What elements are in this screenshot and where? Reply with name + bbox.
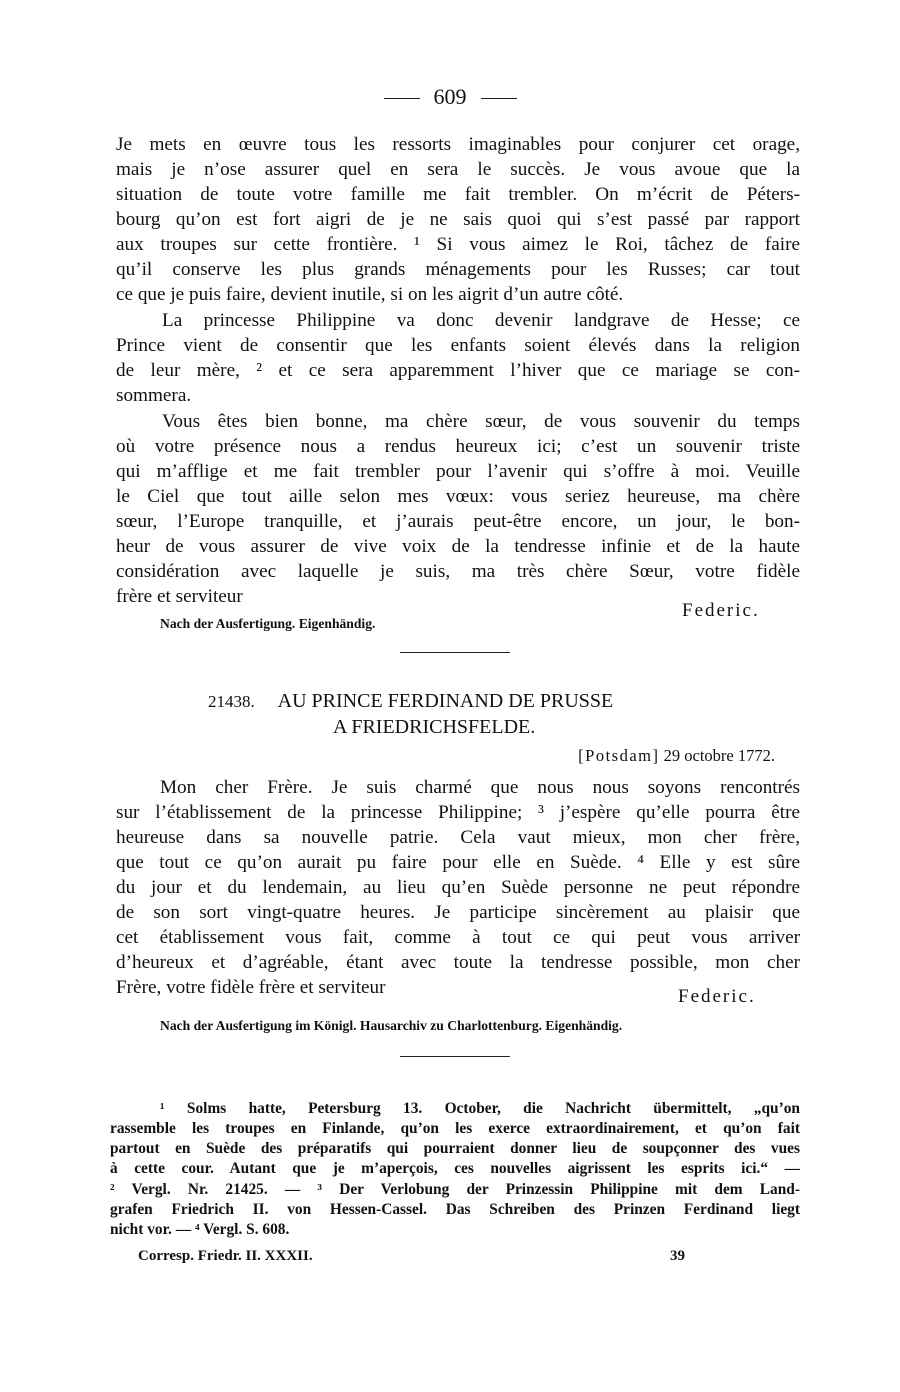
- letter2-line: cet établissement vous fait, comme à tout ce qui peut vous arriver: [116, 927, 800, 948]
- letter1-line: aux troupes sur cette frontière. ¹ Si vous aimez le Roi, tâchez de faire: [116, 234, 800, 255]
- letter1-line: qui m’afflige et me fait trembler pour l’avenir qui s’offre à moi. Veuille: [116, 461, 800, 482]
- letter2-signature: Federic.: [678, 986, 756, 1007]
- footnote-line: grafen Friedrich II. von Hessen-Cassel. Das Schreiben des Prinzen Ferdinand liegt: [110, 1201, 800, 1218]
- letter2-line: Mon cher Frère. Je suis charmé que nous nous soyons rencontrés: [160, 777, 800, 798]
- letter2-number: 21438.: [208, 692, 255, 711]
- letter2-date: 29 octobre 1772.: [663, 746, 775, 765]
- letter1-line: situation de toute votre famille me fait trembler. On m’écrit de Péters-: [116, 184, 800, 205]
- letter1-line: de leur mère, ² et ce sera apparemment l’hiver que ce mariage se con-: [116, 360, 800, 381]
- letter1-line: sœur, l’Europe tranquille, et j’aurais peut-être encore, un jour, le bon-: [116, 511, 800, 532]
- letter2-line: Frère, votre fidèle frère et serviteur: [116, 977, 386, 998]
- letter1-line: sommera.: [116, 385, 192, 406]
- letter2-place: [Potsdam]: [578, 746, 660, 765]
- letter1-line: ce que je puis faire, devient inutile, si on les aigrit d’un autre côté.: [116, 284, 624, 305]
- letter1-line: le Ciel que tout aille selon mes vœux: vous seriez heureuse, ma chère: [116, 486, 800, 507]
- letter1-line: où votre présence nous a rendus heureux ici; c’est un souvenir triste: [116, 436, 800, 457]
- letter2-source-note: Nach der Ausfertigung im Königl. Hausarchiv zu Charlottenburg. Eigenhändig.: [160, 1018, 623, 1033]
- section-divider: [400, 652, 510, 653]
- letter2-heading-line2: A FRIEDRICHSFELDE.: [333, 716, 536, 738]
- letter1-line: bourg qu’on est fort aigri de je ne sais quoi qui s’est passé par rapport: [116, 209, 800, 230]
- letter1-source-note: Nach der Ausfertigung. Eigenhändig.: [160, 616, 376, 631]
- footer-sheet-number: 39: [670, 1248, 685, 1264]
- footnote-line: ¹ Solms hatte, Petersburg 13. October, die Nachricht übermittelt, „qu’on: [160, 1100, 800, 1117]
- footer-signature-mark: Corresp. Friedr. II. XXXII.: [138, 1248, 313, 1264]
- footnote-line: ² Vergl. Nr. 21425. — ³ Der Verlobung der Prinzessin Philippine mit dem Land-: [110, 1181, 800, 1198]
- letter1-line: Prince vient de consentir que les enfants soient élevés dans la religion: [116, 335, 800, 356]
- page-number-dash-left: [384, 98, 420, 99]
- footnote-line: à cette cour. Autant que je m’aperçois, ces nouvelles aigrissent les esprits ici.“ —: [110, 1160, 800, 1177]
- letter2-line: d’heureux et d’agréable, étant avec toute la tendresse possible, mon cher: [116, 952, 800, 973]
- footnote-line: nicht vor. — ⁴ Vergl. S. 608.: [110, 1221, 290, 1238]
- letter2-heading-line1: [208, 690, 613, 713]
- page-number: [0, 84, 900, 110]
- page-number-text: 609: [433, 84, 467, 109]
- letter1-line: frère et serviteur: [116, 586, 243, 607]
- letter2-line: que tout ce qu’on aurait pu faire pour elle en Suède. ⁴ Elle y est sûre: [116, 852, 800, 873]
- letter1-line: La princesse Philippine va donc devenir landgrave de Hesse; ce: [162, 310, 800, 331]
- letter2-line: du jour et du lendemain, au lieu qu’en Suède personne ne peut répondre: [116, 877, 800, 898]
- letter1-line: Je mets en œuvre tous les ressorts imaginables pour conjurer cet orage,: [116, 134, 800, 155]
- letter1-line: mais je n’ose assurer quel en sera le succès. Je vous avoue que la: [116, 159, 800, 180]
- letter1-line: considération avec laquelle je suis, ma très chère Sœur, votre fidèle: [116, 561, 800, 582]
- letter2-line: sur l’établissement de la princesse Philippine; ³ j’espère qu’elle pourra être: [116, 802, 800, 823]
- footnote-line: partout en Suède des préparatifs qui pourraient donner lieu de soupçonner des vues: [110, 1140, 800, 1157]
- footnote-divider: [400, 1056, 510, 1057]
- footnote-line: rassemble les troupes en Finlande, qu’on les exerce extraordinairement, et qu’on fait: [110, 1120, 800, 1137]
- page-number-dash-right: [481, 98, 517, 99]
- letter1-line: qu’il conserve les plus grands ménagements pour les Russes; car tout: [116, 259, 800, 280]
- letter2-title: AU PRINCE FERDINAND DE PRUSSE: [277, 690, 614, 712]
- letter1-line: heur de vous assurer de vive voix de la tendresse infinie et de la haute: [116, 536, 800, 557]
- letter2-line: de son sort vingt-quatre heures. Je participe sincèrement au plaisir que: [116, 902, 800, 923]
- letter2-date-line: [578, 746, 775, 766]
- letter1-line: Vous êtes bien bonne, ma chère sœur, de vous souvenir du temps: [162, 411, 800, 432]
- letter1-signature: Federic.: [682, 600, 760, 621]
- letter2-line: heureuse dans sa nouvelle patrie. Cela vaut mieux, mon cher frère,: [116, 827, 800, 848]
